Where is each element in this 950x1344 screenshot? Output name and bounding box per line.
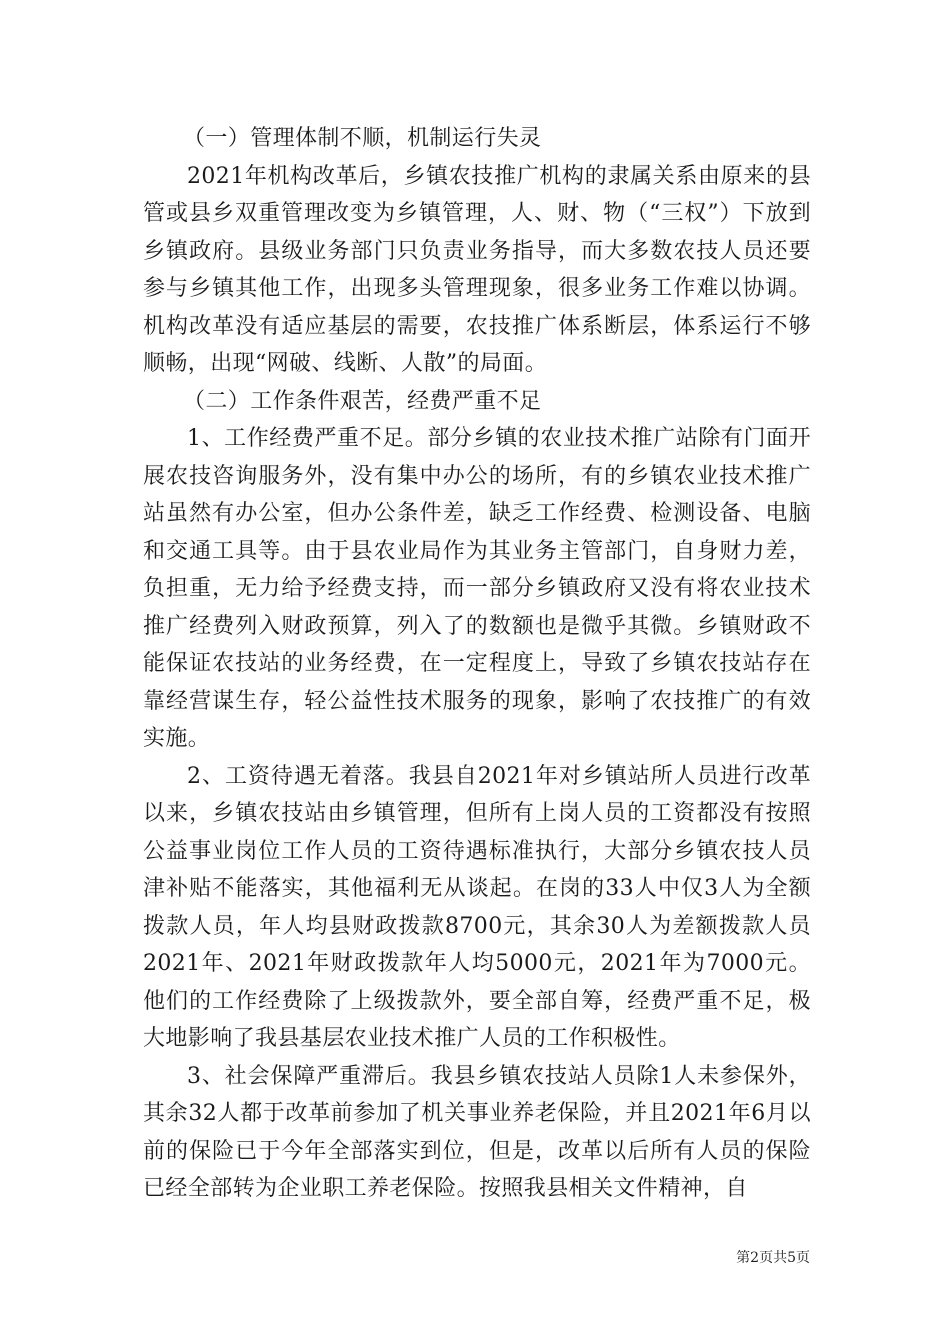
paragraph-salary: 2、工资待遇无着落。我县自2021年对乡镇站所人员进行改革以来，乡镇农技站由乡镇管理，但所有上岗人员的工资都没有按照公益事业岗位工作人员的工资待遇标准执行，大部分乡镇农技人员津补贴不能落实，其他福利无从谈起。在岗的33人中仅3人为全额拨款人员，年人均县财政拨款8700元，其余30人为差额拨款人员2021年、2021年财政拨款年人均5000元，2021年为7000元。他们的工作经费除了上级拨款外，要全部自筹，经费严重不足，极大地影响了我县基层农业技术推广人员的工作积极性。 — [143, 763, 811, 1051]
section-heading-2: （二）工作条件艰苦，经费严重不足 — [183, 388, 542, 414]
section-heading-1: （一）管理体制不顺，机制运行失灵 — [183, 126, 542, 151]
document-body — [143, 120, 811, 1208]
page-number: 第2页共5页 — [736, 1250, 810, 1266]
paragraph-work-funding: 1、工作经费严重不足。部分乡镇的农业技术推广站除有门面开展农技咨询服务外，没有集中办公的场所，有的乡镇农业技术推广站虽然有办公室，但办公条件差，缺乏工作经费、检测设备、电脑和交通工具等。由于县农业局作为其业务主管部门，自身财力差，负担重，无力给予经费支持，而一部分乡镇政府又没有将农业技术推广经费列入财政预算，列入了的数额也是微乎其微。乡镇财政不能保证农技站的业务经费，在一定程度上，导致了乡镇农技站存在靠经营谋生存，轻公益性技术服务的现象，影响了农技推广的有效实施。 — [143, 426, 811, 751]
paragraph-social-security: 3、社会保障严重滞后。我县乡镇农技站人员除1人未参保外，其余32人都于改革前参加了机关事业养老保险，并且2021年6月以前的保险已于今年全部落实到位，但是，改革以后所有人员的保险已经全部转为企业职工养老保险。按照我县相关文件精神，自 — [143, 1063, 811, 1201]
paragraph-institutional-reform: 2021年机构改革后，乡镇农技推广机构的隶属关系由原来的县管或县乡双重管理改变为乡镇管理，人、财、物（“三权”）下放到乡镇政府。县级业务部门只负责业务指导，而大多数农技人员还要参与乡镇其他工作，出现多头管理现象，很多业务工作难以协调。机构改革没有适应基层的需要，农技推广体系断层，体系运行不够顺畅，出现“网破、线断、人散”的局面。 — [143, 163, 811, 376]
